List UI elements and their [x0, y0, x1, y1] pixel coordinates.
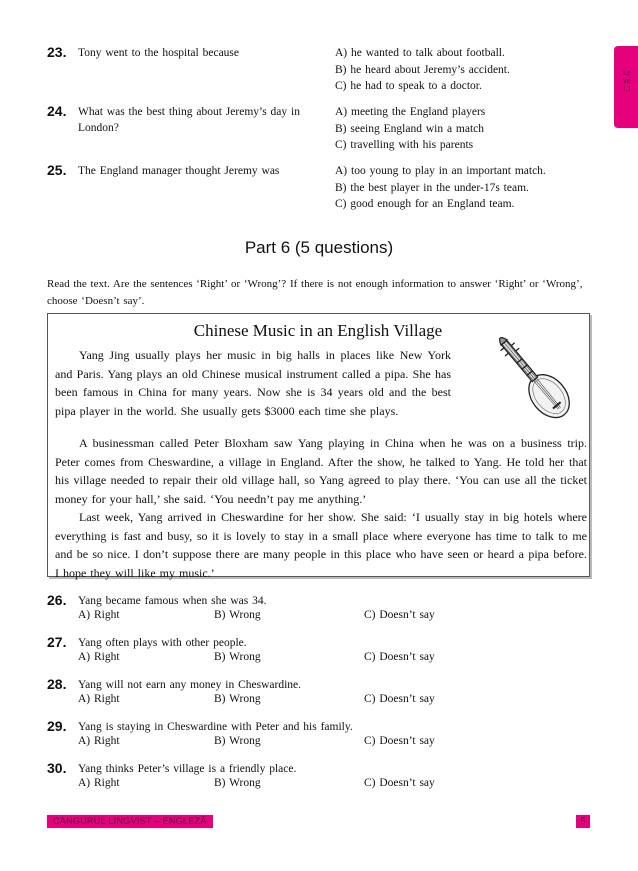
- question-24: [47, 103, 607, 163]
- part-title: Part 6 (5 questions): [244, 238, 394, 257]
- reading-paragraph-3: Last week, Yang arrived in Cheswardine for her show. She said: ‘I usually stay in big hotels where everything is fast and busy, so it is lovely to stay in a small place where everyone has time to talk to me and be so nice. I don’t suppose there are many people in this place who have seen or heard a pipa before. I hope they will like my music.’: [55, 510, 587, 580]
- option-wrong[interactable]: B) Wrong: [214, 651, 261, 663]
- question-text: What was the best thing about Jeremy’s day in London?: [78, 106, 300, 134]
- question-text: Yang is staying in Cheswardine with Peter and his family.: [78, 721, 353, 733]
- question-text: Yang often plays with other people.: [78, 637, 247, 649]
- option-doesnt-say[interactable]: C) Doesn’t say: [364, 651, 435, 663]
- question-text: Yang became famous when she was 34.: [78, 595, 267, 607]
- option-doesnt-say[interactable]: C) Doesn’t say: [364, 693, 435, 705]
- question-number: 28.: [47, 676, 67, 692]
- option-wrong[interactable]: B) Wrong: [214, 735, 261, 747]
- option-right[interactable]: A) Right: [78, 609, 120, 621]
- question-25: [47, 162, 607, 222]
- question-30: [47, 760, 607, 800]
- question-27: [47, 634, 607, 674]
- answer-options: [335, 163, 615, 213]
- reading-title: Chinese Music in an English Village: [193, 321, 443, 340]
- option-wrong[interactable]: B) Wrong: [214, 609, 261, 621]
- option-a[interactable]: A) too young to play in an important match.: [335, 165, 546, 177]
- question-number: 23.: [47, 44, 67, 60]
- question-26: [47, 592, 607, 632]
- question-29: [47, 718, 607, 758]
- question-number: 30.: [47, 760, 67, 776]
- question-text: The England manager thought Jeremy was: [78, 165, 280, 177]
- reading-paragraphs-2-3: [55, 434, 587, 582]
- option-right[interactable]: A) Right: [78, 735, 120, 747]
- option-wrong[interactable]: B) Wrong: [214, 777, 261, 789]
- option-doesnt-say[interactable]: C) Doesn’t say: [364, 609, 435, 621]
- answer-options: [335, 45, 615, 95]
- question-number: 26.: [47, 592, 67, 608]
- reading-paragraph-1: Yang Jing usually plays her music in big halls in places like New York and Paris. Yang plays an old Chinese musical instrument called a pipa. She has been famous in China for many years. Now she is 34 years old and the best pipa player in the world. She usually gets $3000 each time she plays.: [55, 348, 451, 418]
- option-a[interactable]: A) he wanted to talk about football.: [335, 47, 505, 59]
- question-23: [47, 44, 607, 104]
- option-b[interactable]: B) he heard about Jeremy’s accident.: [335, 63, 510, 76]
- level-tab: [614, 46, 638, 128]
- instructions: Read the text. Are the sentences ‘Right’ or ‘Wrong’? If there is not enough information to answer ‘Right’ or ‘Wrong’, choose ‘Doesn’t say’.: [47, 278, 583, 307]
- question-number: 27.: [47, 634, 67, 650]
- option-right[interactable]: A) Right: [78, 651, 120, 663]
- reading-text-box: [47, 313, 590, 580]
- question-text: Yang will not earn any money in Cheswardine.: [78, 679, 302, 691]
- answer-options: [335, 104, 615, 154]
- option-b[interactable]: B) the best player in the under-17s team.: [335, 181, 529, 194]
- option-wrong[interactable]: B) Wrong: [214, 693, 261, 705]
- option-right[interactable]: A) Right: [78, 777, 120, 789]
- option-doesnt-say[interactable]: C) Doesn’t say: [364, 735, 435, 747]
- option-doesnt-say[interactable]: C) Doesn’t say: [364, 777, 435, 789]
- question-28: [47, 676, 607, 716]
- option-a[interactable]: A) meeting the England players: [335, 106, 486, 118]
- question-number: 29.: [47, 718, 67, 734]
- page-number: 5: [576, 815, 590, 828]
- question-text: Tony went to the hospital because: [78, 47, 240, 59]
- question-text: Yang thinks Peter’s village is a friendly place.: [78, 763, 297, 775]
- pipa-illustration: [478, 322, 588, 432]
- option-b[interactable]: B) seeing England win a match: [335, 122, 485, 135]
- option-c[interactable]: C) good enough for an England team.: [335, 198, 515, 210]
- question-number: 24.: [47, 103, 67, 119]
- reading-paragraph-2: A businessman called Peter Bloxham saw Yang playing in China when he was on a business trip. Peter comes from Cheswardine, a village in England. After the show, he talked to Yang. He told her that his village needed to repair their old village hall, so Yang agreed to play there. ‘You can use all the ticket money for your hall,’ she said. ‘You needn’t pay me anything.’: [55, 436, 587, 506]
- option-c[interactable]: C) he had to speak to a doctor.: [335, 80, 482, 92]
- level-tab-label: Level J: [623, 70, 631, 93]
- question-number: 25.: [47, 162, 67, 178]
- footer-contest-name: CANGURUL LINGVIST – ENGLEZĂ: [47, 815, 213, 828]
- option-c[interactable]: C) travelling with his parents: [335, 139, 474, 151]
- option-right[interactable]: A) Right: [78, 693, 120, 705]
